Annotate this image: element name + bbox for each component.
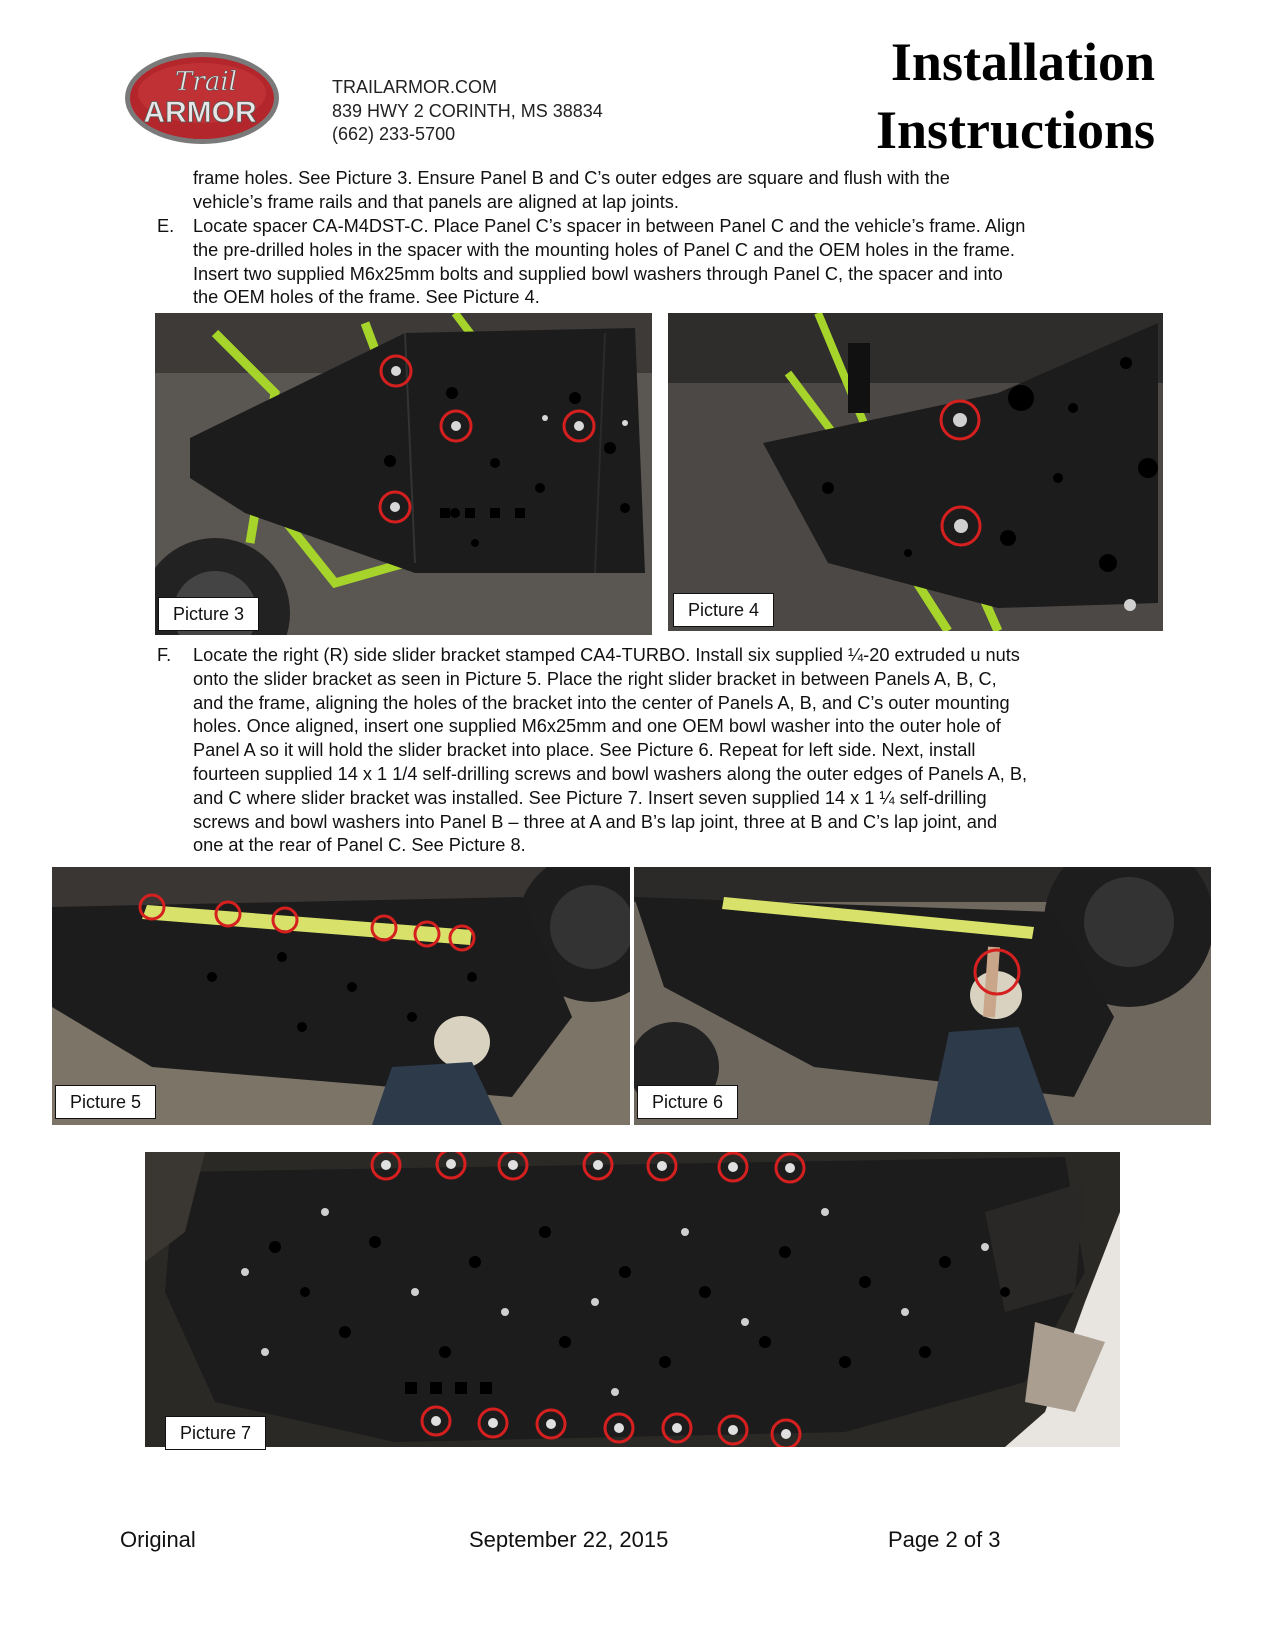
text-line: holes. Once aligned, insert one supplied M6x25mm and one OEM bowl washer into the outer hole of bbox=[193, 716, 1001, 737]
text-line: Panel A so it will hold the slider bracket into place. See Picture 6. Repeat for left side. Next, install bbox=[193, 740, 976, 761]
company-phone: (662) 233-5700 bbox=[332, 124, 456, 144]
text-line: and the frame, aligning the holes of the bracket into the center of Panels A, B, and C’s outer mounting bbox=[193, 692, 1010, 713]
step-f-marker: F. bbox=[157, 645, 172, 665]
picture-4-photo bbox=[668, 313, 1163, 631]
picture-7-caption: Picture 7 bbox=[165, 1416, 266, 1450]
step-f-text bbox=[193, 644, 1027, 858]
text-line: the pre-drilled holes in the spacer with the mounting holes of Panel C and the OEM holes in the frame. bbox=[193, 239, 1015, 260]
text-line: one at the rear of Panel C. See Picture 8. bbox=[193, 835, 526, 856]
step-e-marker: E. bbox=[157, 216, 175, 236]
logo-text-trail: Trail bbox=[175, 67, 237, 97]
logo-text-armor: ARMOR bbox=[143, 96, 257, 129]
picture-6-caption: Picture 6 bbox=[637, 1085, 738, 1119]
text-line: Locate spacer CA-M4DST-C. Place Panel C’s spacer in between Panel C and the vehicle’s frame. Align bbox=[193, 216, 1026, 236]
text-line: the OEM holes of the frame. See Picture 4. bbox=[193, 287, 540, 308]
step-d-continuation bbox=[193, 167, 950, 215]
company-address: 839 HWY 2 CORINTH, MS 38834 bbox=[332, 100, 603, 121]
document-title bbox=[876, 28, 1155, 164]
picture-3-photo bbox=[155, 313, 652, 635]
text-line: fourteen supplied 14 x 1 1/4 self-drilling screws and bowl washers along the outer edges of Panels A, B, bbox=[193, 763, 1028, 784]
picture-7-photo bbox=[145, 1152, 1120, 1447]
text-line: screws and bowl washers into Panel B – three at A and B’s lap joint, three at B and C’s lap joint, and bbox=[193, 811, 998, 832]
picture-3-caption: Picture 3 bbox=[158, 597, 259, 631]
text-line: vehicle’s frame rails and that panels are aligned at lap joints. bbox=[193, 191, 679, 212]
footer-date: September 22, 2015 bbox=[469, 1527, 669, 1552]
picture-5-caption: Picture 5 bbox=[55, 1085, 156, 1119]
footer-status: Original bbox=[120, 1527, 196, 1552]
text-line: frame holes. See Picture 3. Ensure Panel B and C’s outer edges are square and flush with the bbox=[193, 168, 950, 188]
title-line-2: Instructions bbox=[875, 100, 1155, 160]
text-line: onto the slider bracket as seen in Picture 5. Place the right slider bracket in between Panels A, B, C, bbox=[193, 668, 997, 689]
text-line: Insert two supplied M6x25mm bolts and supplied bowl washers through Panel C, the spacer and into bbox=[193, 263, 1003, 284]
company-url: TRAILARMOR.COM bbox=[332, 77, 498, 97]
text-line: and C where slider bracket was installed. See Picture 7. Insert seven supplied 14 x 1 ¼ self-drilling bbox=[193, 787, 987, 808]
footer-page-number: Page 2 of 3 bbox=[888, 1527, 1001, 1552]
picture-4-caption: Picture 4 bbox=[673, 593, 774, 627]
trail-armor-logo bbox=[122, 48, 282, 148]
step-e-text bbox=[193, 215, 1025, 310]
text-line: Locate the right (R) side slider bracket stamped CA4-TURBO. Install six supplied ¼-20 extruded u nuts bbox=[193, 645, 1020, 665]
company-info bbox=[332, 76, 603, 147]
title-line-1: Installation bbox=[890, 32, 1155, 92]
